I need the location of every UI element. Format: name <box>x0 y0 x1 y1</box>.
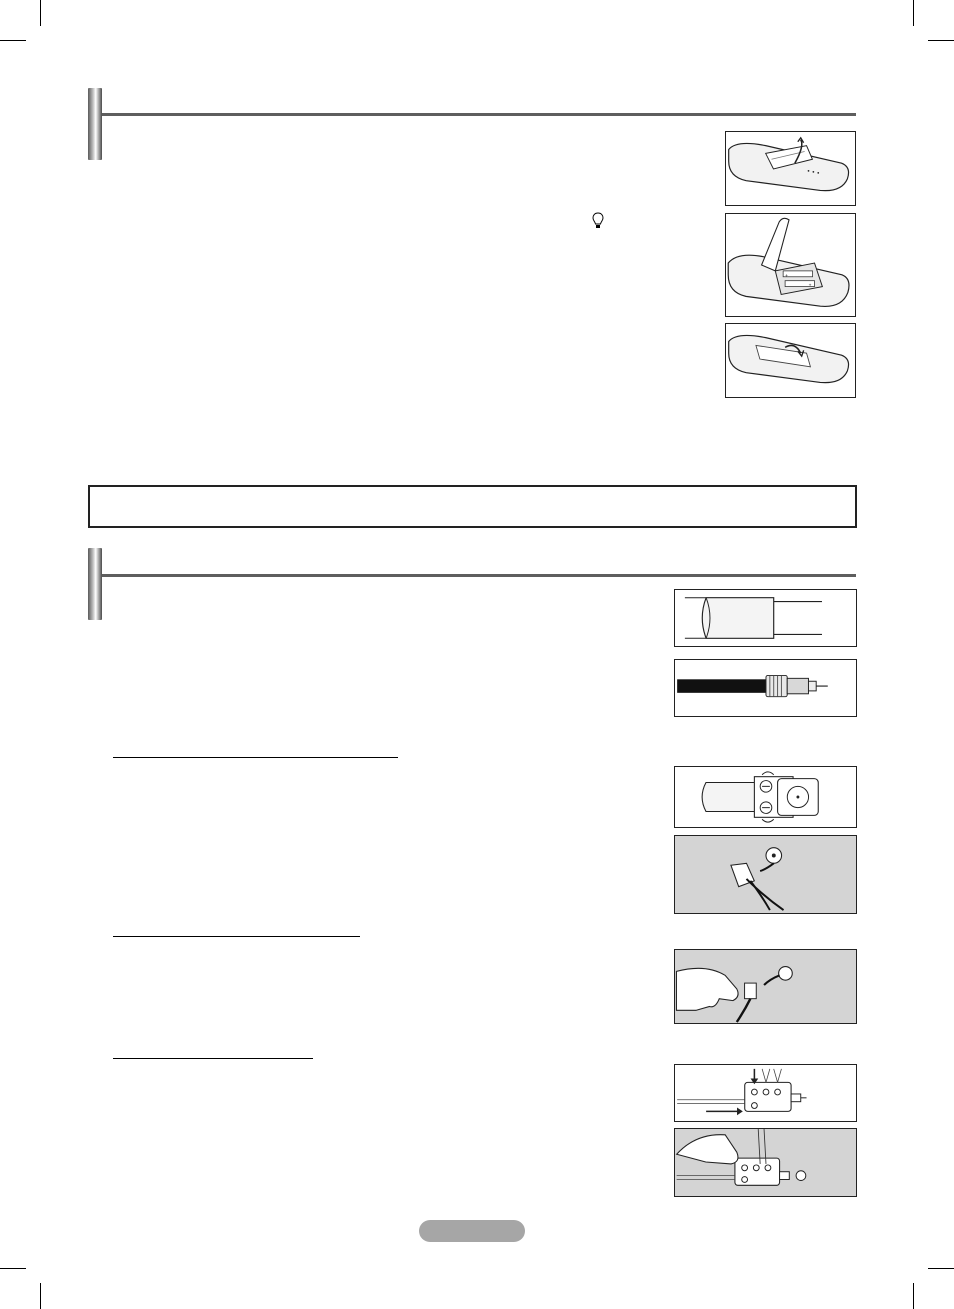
crop-mark-top-right-h <box>928 40 954 41</box>
crop-mark-bottom-right-v <box>913 1283 914 1309</box>
figure-combiner-diagram <box>674 1064 857 1122</box>
figure-coaxial-cable <box>674 659 857 717</box>
subheading-3-underline <box>113 1058 313 1059</box>
figure-twin-lead-cable <box>674 589 857 647</box>
figure-plug-coaxial-cable <box>674 949 857 1024</box>
subheading-2-underline <box>113 936 360 937</box>
section-1-header-rule <box>102 113 856 116</box>
note-box <box>88 485 857 528</box>
crop-mark-top-right-v <box>913 0 914 26</box>
figure-antenna-adapter-screws <box>674 766 857 828</box>
figure-combiner-connected <box>674 1128 857 1197</box>
figure-remote-insert-batteries <box>725 213 856 317</box>
section-1-header-bar <box>88 88 102 160</box>
crop-mark-bottom-right-h <box>928 1268 954 1269</box>
figure-remote-close-cover <box>725 323 856 398</box>
figure-remote-open-cover <box>725 131 856 206</box>
crop-mark-top-left-v <box>40 0 41 26</box>
svg-text:+: + <box>808 283 812 289</box>
section-2-header-bar <box>88 548 102 620</box>
lightbulb-icon <box>592 212 604 230</box>
figure-adapter-into-antenna-terminal <box>674 835 857 914</box>
crop-mark-bottom-left-v <box>40 1283 41 1309</box>
crop-mark-bottom-left-h <box>0 1268 26 1269</box>
crop-mark-top-left-h <box>0 40 26 41</box>
svg-text:+: + <box>785 273 788 279</box>
page-number <box>419 1220 525 1242</box>
section-2-header-rule <box>102 574 856 577</box>
subheading-1-underline <box>113 757 398 758</box>
